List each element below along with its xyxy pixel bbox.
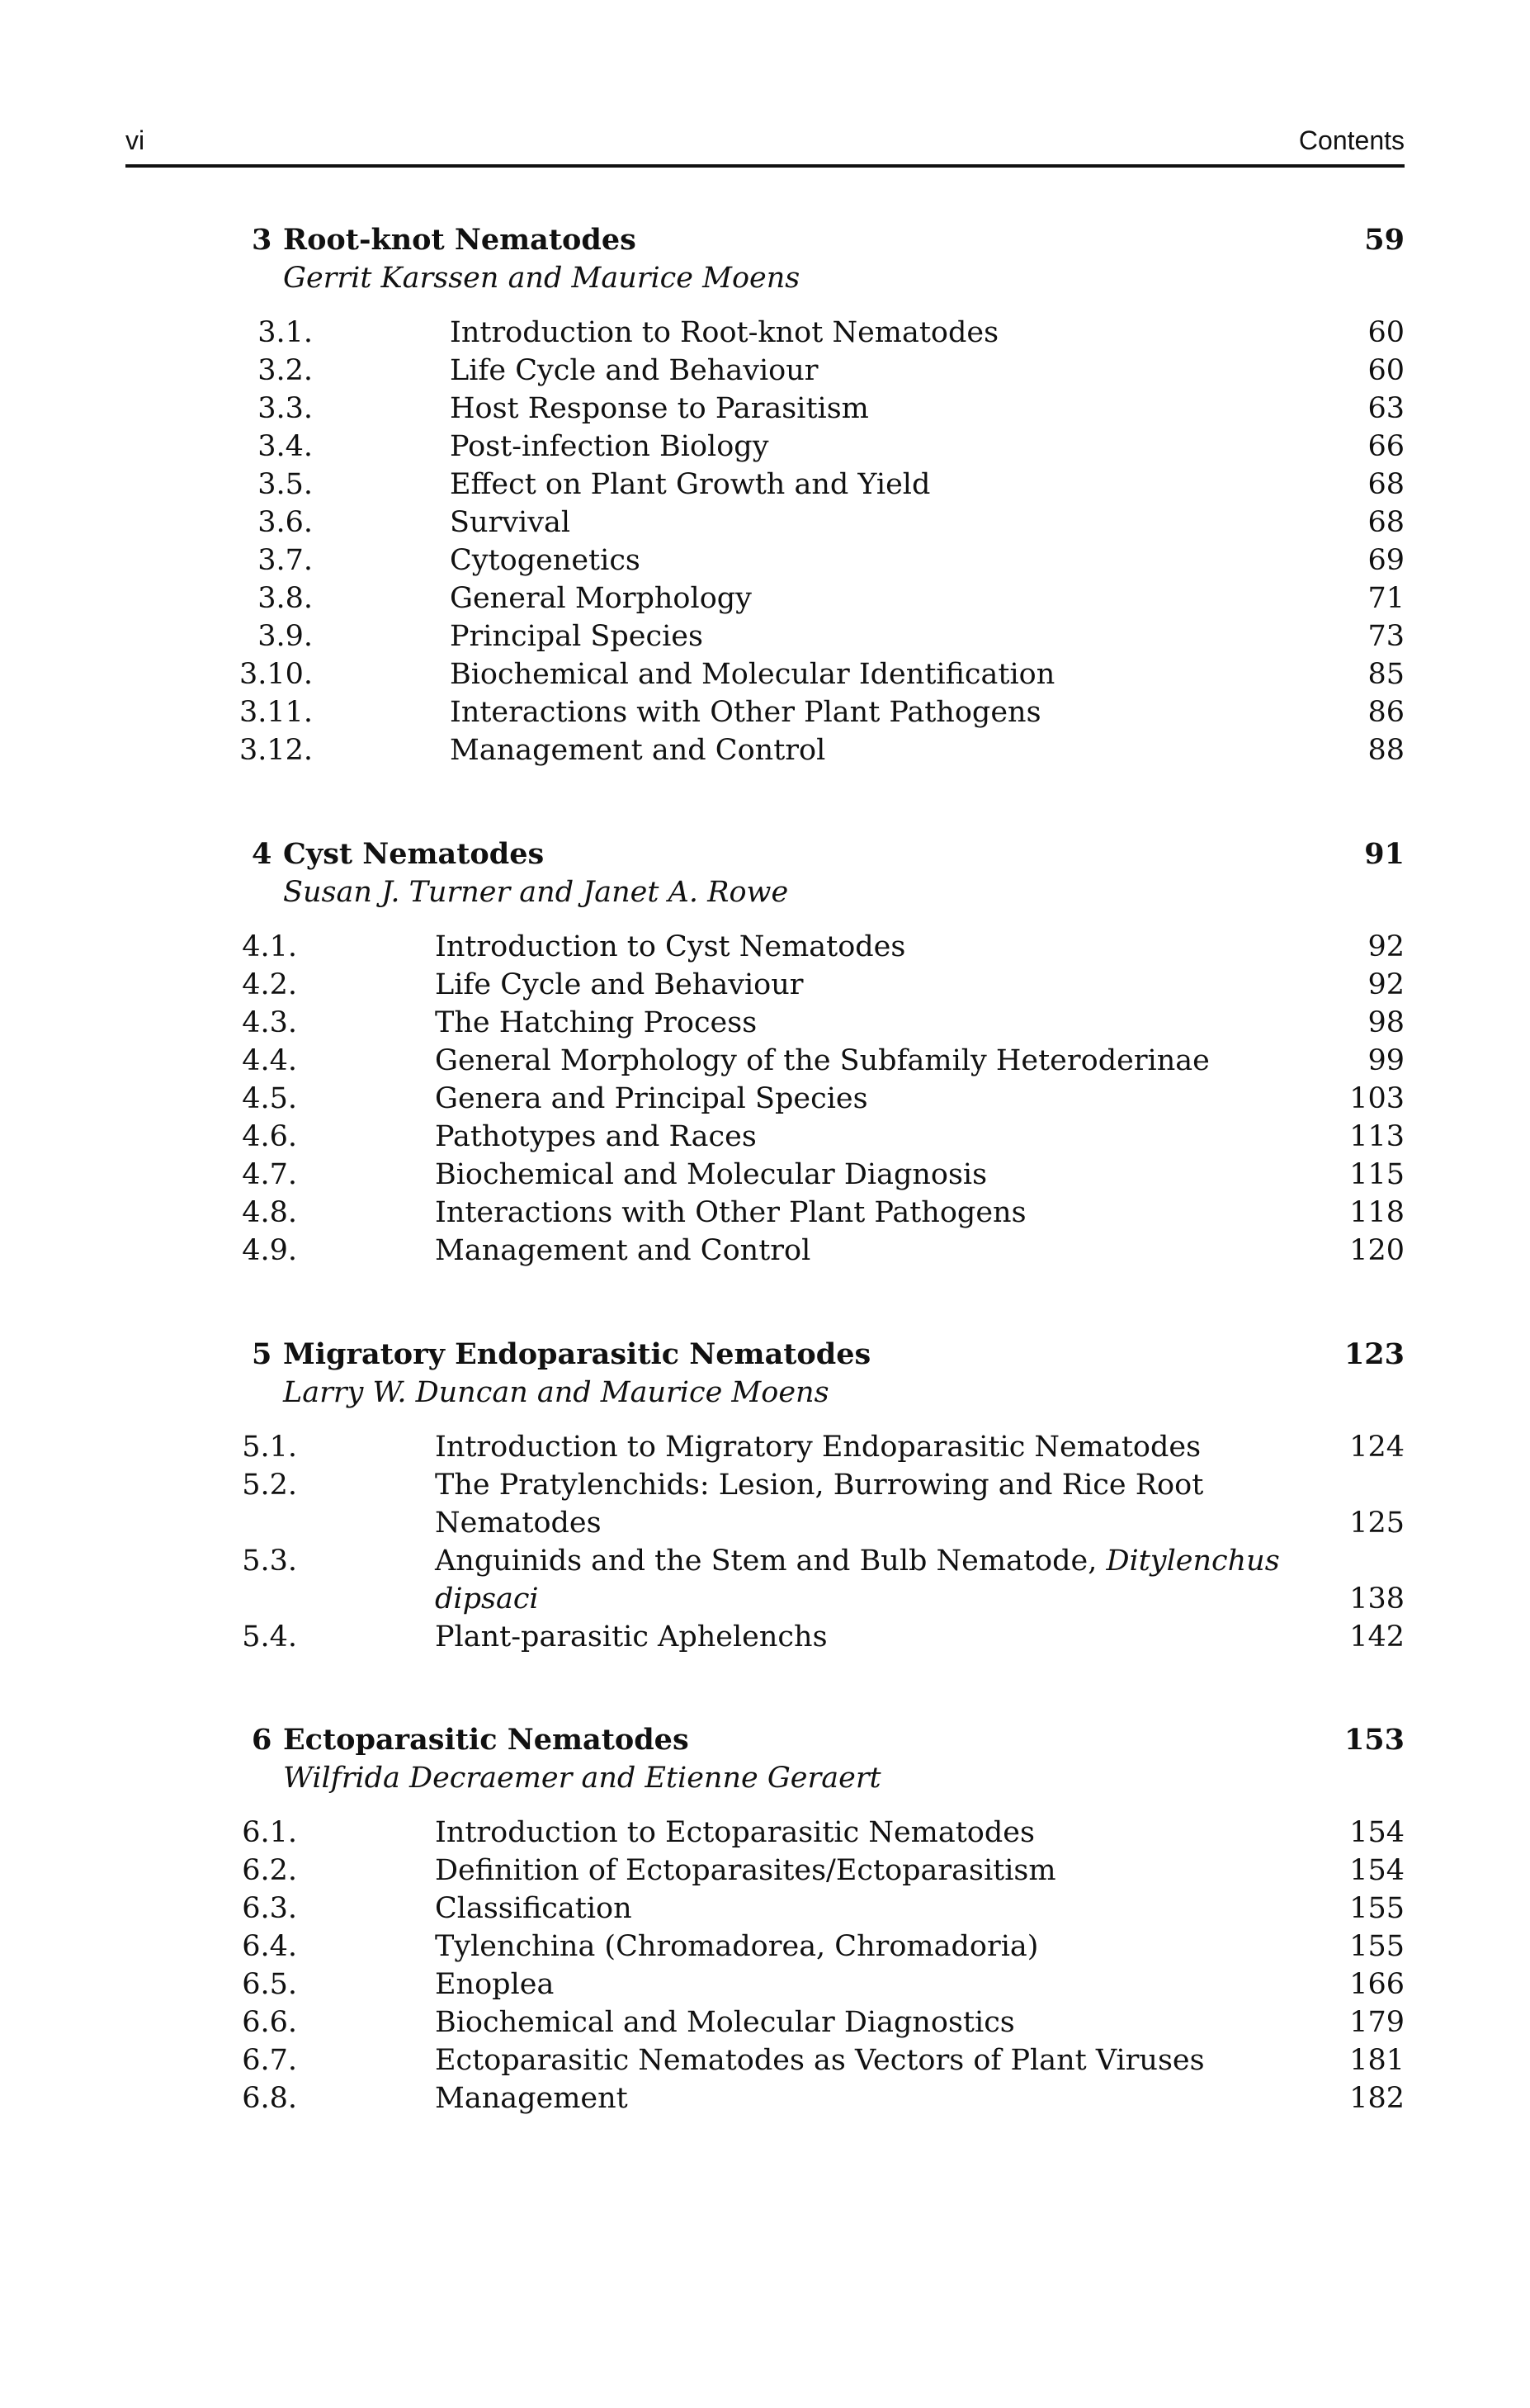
- chapter-authors: Gerrit Karssen and Maurice Moens: [283, 262, 800, 295]
- chapter-title: Root-knot Nematodes: [283, 223, 636, 257]
- chapter-page: 91: [1364, 837, 1405, 871]
- section-page: 142: [1349, 1620, 1405, 1653]
- section-number: 3.5.: [257, 468, 313, 501]
- section-number: 6.5.: [242, 1968, 297, 2001]
- running-title: Contents: [1298, 125, 1405, 155]
- section-number: 3.6.: [257, 506, 313, 539]
- toc-entry[interactable]: [242, 1232, 1405, 1270]
- section-number: 6.7.: [242, 2044, 297, 2077]
- section-title: Cytogenetics: [450, 544, 640, 577]
- chapter-title: Migratory Endoparasitic Nematodes: [283, 1337, 871, 1371]
- section-title: Interactions with Other Plant Pathogens: [450, 696, 1041, 729]
- section-title: Life Cycle and Behaviour: [450, 354, 819, 387]
- section-title: Management: [435, 2082, 628, 2115]
- section-title: Ectoparasitic Nematodes as Vectors of Plant Viruses: [435, 2044, 1205, 2077]
- section-number: 6.4.: [242, 1930, 297, 1963]
- section-page: 113: [1349, 1120, 1405, 1153]
- toc-entry[interactable]: [242, 1156, 1405, 1194]
- toc-entry[interactable]: [242, 1814, 1405, 1852]
- section-number: 3.11.: [238, 696, 313, 729]
- toc-entry[interactable]: [238, 731, 1405, 769]
- section-page: 60: [1367, 354, 1405, 387]
- section-page: 73: [1367, 620, 1405, 653]
- toc-entry[interactable]: [242, 1194, 1405, 1232]
- section-title-italic: Ditylenchus: [1106, 1545, 1280, 1578]
- section-page: 63: [1367, 392, 1405, 425]
- section-page: 92: [1367, 930, 1405, 963]
- section-page: 99: [1367, 1044, 1405, 1077]
- section-number: 5.3.: [242, 1545, 297, 1578]
- section-number: 4.6.: [242, 1120, 297, 1153]
- section-number: 6.8.: [242, 2082, 297, 2115]
- section-page: 103: [1349, 1082, 1405, 1115]
- section-page: 181: [1349, 2044, 1405, 2077]
- chapter-heading[interactable]: [252, 221, 1405, 259]
- section-page: 125: [1349, 1507, 1405, 1540]
- chapter-page: 59: [1364, 223, 1405, 257]
- chapter-heading[interactable]: [252, 1721, 1405, 1759]
- chapter-authors: Larry W. Duncan and Maurice Moens: [283, 1376, 829, 1409]
- section-page: 71: [1367, 582, 1405, 615]
- toc-entry[interactable]: [242, 2041, 1405, 2079]
- toc-entry[interactable]: [242, 1118, 1405, 1156]
- section-title: The Hatching Process: [435, 1006, 758, 1039]
- section-title: Biochemical and Molecular Diagnostics: [435, 2006, 1015, 2039]
- chapter-heading[interactable]: [252, 1336, 1405, 1374]
- section-number: 6.1.: [242, 1816, 297, 1849]
- toc-entry[interactable]: [242, 966, 1405, 1004]
- section-title: Management and Control: [435, 1234, 811, 1267]
- section-title: Host Response to Parasitism: [450, 392, 869, 425]
- toc-entry[interactable]: [242, 1080, 1405, 1118]
- section-number: 6.6.: [242, 2006, 297, 2039]
- section-number: 5.1.: [242, 1431, 297, 1464]
- section-page: 154: [1349, 1816, 1405, 1849]
- toc-entry[interactable]: [242, 1428, 1405, 1466]
- section-page: 60: [1367, 316, 1405, 349]
- page-label: vi: [125, 125, 145, 155]
- section-number: 3.3.: [257, 392, 313, 425]
- toc-entry[interactable]: [242, 2079, 1405, 2117]
- toc-entry[interactable]: [242, 1966, 1405, 2004]
- section-page: 86: [1367, 696, 1405, 729]
- toc-entry[interactable]: [252, 314, 1405, 352]
- toc-entry[interactable]: [252, 390, 1405, 428]
- toc-entry[interactable]: [252, 504, 1405, 542]
- section-number: 4.7.: [242, 1158, 297, 1191]
- section-title: Introduction to Migratory Endoparasitic Nematodes: [435, 1431, 1202, 1464]
- toc-entry[interactable]: [242, 1890, 1405, 1928]
- chapter-4: [242, 835, 1405, 1270]
- section-page: 124: [1349, 1431, 1405, 1464]
- section-title: Effect on Plant Growth and Yield: [450, 468, 931, 501]
- chapter-page: 123: [1343, 1337, 1405, 1371]
- section-number: 3.7.: [257, 544, 313, 577]
- toc-entry-continuation[interactable]: [252, 1580, 1405, 1618]
- chapter-authors: Wilfrida Decraemer and Etienne Geraert: [283, 1762, 881, 1795]
- chapter-heading[interactable]: [252, 835, 1405, 873]
- chapter-page: 153: [1343, 1723, 1405, 1757]
- chapter-number: 5: [252, 1337, 272, 1371]
- section-title: General Morphology of the Subfamily Heteroderinae: [435, 1044, 1210, 1077]
- chapter-6: [242, 1721, 1405, 2117]
- section-number: 6.3.: [242, 1892, 297, 1925]
- section-title: [435, 1542, 1280, 1580]
- section-page: 88: [1367, 734, 1405, 767]
- section-title: Life Cycle and Behaviour: [435, 968, 804, 1001]
- section-page: 155: [1349, 1930, 1405, 1963]
- section-title: The Pratylenchids: Lesion, Burrowing and Rice Root: [435, 1469, 1204, 1502]
- toc-entry[interactable]: [242, 1542, 1405, 1580]
- section-page: 120: [1349, 1234, 1405, 1267]
- section-page: 92: [1367, 968, 1405, 1001]
- chapter-number: 6: [252, 1723, 272, 1757]
- section-number: 3.10.: [238, 658, 313, 691]
- toc-entry[interactable]: [242, 928, 1405, 966]
- section-list: [242, 1814, 1405, 2117]
- section-page: 69: [1367, 544, 1405, 577]
- section-number: 3.1.: [257, 316, 313, 349]
- toc-entry[interactable]: [252, 580, 1405, 617]
- section-title: Interactions with Other Plant Pathogens: [435, 1196, 1027, 1229]
- chapter-number: 4: [252, 837, 272, 871]
- section-title: Biochemical and Molecular Identification: [450, 658, 1055, 691]
- chapter-number: 3: [252, 223, 272, 257]
- section-page: 115: [1349, 1158, 1405, 1191]
- chapter-3: [238, 221, 1405, 769]
- section-number: 5.2.: [242, 1469, 297, 1502]
- section-page: 68: [1367, 506, 1405, 539]
- section-number: 3.2.: [257, 354, 313, 387]
- section-page: 166: [1349, 1968, 1405, 2001]
- toc-entry-continuation[interactable]: [252, 1504, 1405, 1542]
- section-page: 66: [1367, 430, 1405, 463]
- section-page: 179: [1349, 2006, 1405, 2039]
- section-page: 118: [1349, 1196, 1405, 1229]
- toc-entry[interactable]: [242, 1852, 1405, 1890]
- toc-entry[interactable]: [242, 1042, 1405, 1080]
- section-number: 3.12.: [238, 734, 313, 767]
- section-list: [242, 1428, 1405, 1656]
- section-number: 4.5.: [242, 1082, 297, 1115]
- chapter-title: Cyst Nematodes: [283, 837, 545, 871]
- section-title: Principal Species: [450, 620, 703, 653]
- toc-entry[interactable]: [252, 466, 1405, 504]
- section-title: General Morphology: [450, 582, 752, 615]
- section-number: 4.9.: [242, 1234, 297, 1267]
- section-number: 4.3.: [242, 1006, 297, 1039]
- section-title: Biochemical and Molecular Diagnosis: [435, 1158, 988, 1191]
- section-title: Tylenchina (Chromadorea, Chromadoria): [435, 1930, 1039, 1963]
- section-title: Genera and Principal Species: [435, 1082, 868, 1115]
- section-title: Introduction to Root-knot Nematodes: [450, 316, 999, 349]
- section-list: [238, 314, 1405, 769]
- header-rule: [125, 164, 1405, 168]
- toc-entry[interactable]: [238, 655, 1405, 693]
- section-title: Post-infection Biology: [450, 430, 769, 463]
- section-title-roman: Anguinids and the Stem and Bulb Nematode,: [435, 1545, 1098, 1578]
- section-number: 6.2.: [242, 1854, 297, 1887]
- section-number: 3.8.: [257, 582, 313, 615]
- section-list: [242, 928, 1405, 1270]
- section-page: 154: [1349, 1854, 1405, 1887]
- section-title-continued: Nematodes: [435, 1507, 602, 1540]
- section-page: 98: [1367, 1006, 1405, 1039]
- section-number: 4.8.: [242, 1196, 297, 1229]
- chapter-authors: Susan J. Turner and Janet A. Rowe: [283, 876, 789, 909]
- section-title: Plant-parasitic Aphelenchs: [435, 1620, 828, 1653]
- section-title: Classification: [435, 1892, 632, 1925]
- section-number: 5.4.: [242, 1620, 297, 1653]
- toc-entry[interactable]: [252, 617, 1405, 655]
- section-title-continued: dipsaci: [435, 1582, 539, 1616]
- section-title: Enoplea: [435, 1968, 555, 2001]
- toc-entry[interactable]: [252, 428, 1405, 466]
- section-number: 4.4.: [242, 1044, 297, 1077]
- section-title: Introduction to Cyst Nematodes: [435, 930, 906, 963]
- section-page: 182: [1349, 2082, 1405, 2115]
- section-title: Definition of Ectoparasites/Ectoparasitism: [435, 1854, 1056, 1887]
- section-title: Survival: [450, 506, 571, 539]
- section-title: Pathotypes and Races: [435, 1120, 757, 1153]
- section-number: 4.1.: [242, 930, 297, 963]
- section-title: Introduction to Ectoparasitic Nematodes: [435, 1816, 1035, 1849]
- section-title: Management and Control: [450, 734, 826, 767]
- section-page: 155: [1349, 1892, 1405, 1925]
- section-page: 68: [1367, 468, 1405, 501]
- section-number: 3.9.: [257, 620, 313, 653]
- toc-entry[interactable]: [242, 2004, 1405, 2041]
- section-page: 85: [1367, 658, 1405, 691]
- toc-entry[interactable]: [242, 1466, 1405, 1504]
- toc-entry[interactable]: [252, 352, 1405, 390]
- toc-entry[interactable]: [252, 542, 1405, 580]
- toc-entry[interactable]: [242, 1928, 1405, 1966]
- chapter-title: Ectoparasitic Nematodes: [283, 1723, 689, 1757]
- toc-entry[interactable]: [242, 1618, 1405, 1656]
- toc-entry[interactable]: [242, 1004, 1405, 1042]
- chapter-5: [242, 1336, 1405, 1656]
- section-number: 4.2.: [242, 968, 297, 1001]
- toc-entry[interactable]: [238, 693, 1405, 731]
- section-number: 3.4.: [257, 430, 313, 463]
- section-page: 138: [1349, 1582, 1405, 1616]
